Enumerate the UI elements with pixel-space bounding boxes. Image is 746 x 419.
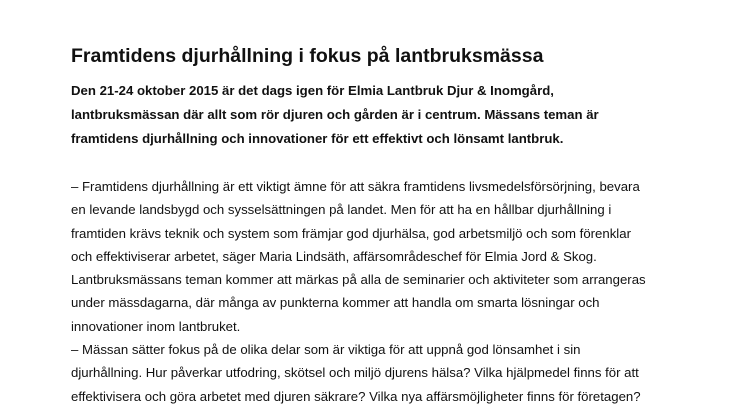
body-line: djurhållning. Hur påverkar utfodring, skötsel och miljö djurens hälsa? Vilka hjälpmedel finns för att [71,365,639,381]
body-line: – Mässan sätter fokus på de olika delar som är viktiga för att uppnå god lönsamhet i sin [71,342,581,358]
lede-line: framtidens djurhållning och innovationer för ett effektivt och lönsamt lantbruk. [71,131,564,146]
body-line: effektivisera och göra arbetet med djuren säkrare? Vilka nya affärsmöjligheter finns för företagen? [71,388,641,404]
body-line: – Framtidens djurhållning är ett viktigt ämne för att säkra framtidens livsmedelsförsörjning, bevara [71,179,640,194]
lede-line: Den 21-24 oktober 2015 är det dags igen för Elmia Lantbruk Djur & Inomgård, [71,83,554,98]
body-line: och effektiviserar arbetet, säger Maria Lindsäth, affärsområdeschef för Elmia Jord & Skog. [71,248,597,264]
article-title: Framtidens djurhållning i fokus på lantbruksmässa [71,45,544,67]
body-line: innovationer inom lantbruket. [71,318,241,334]
article-body [71,175,646,408]
body-line: en levande landsbygd och sysselsättningen på landet. Men för att ha en hållbar djurhållning i [71,202,612,218]
body-line: under mässdagarna, där många av punkterna kommer att handla om smarta lösningar och [71,295,600,311]
lede-line: lantbruksmässan där allt som rör djuren och gården är i centrum. Mässans teman är [71,107,599,122]
body-line: Lantbruksmässans teman kommer att märkas på alla de seminarier och aktiviteter som arrangeras [71,272,646,288]
body-line: framtiden krävs teknik och system som främjar god djurhälsa, god arbetsmiljö och som förenklar [71,225,631,241]
article-lede [71,79,599,151]
